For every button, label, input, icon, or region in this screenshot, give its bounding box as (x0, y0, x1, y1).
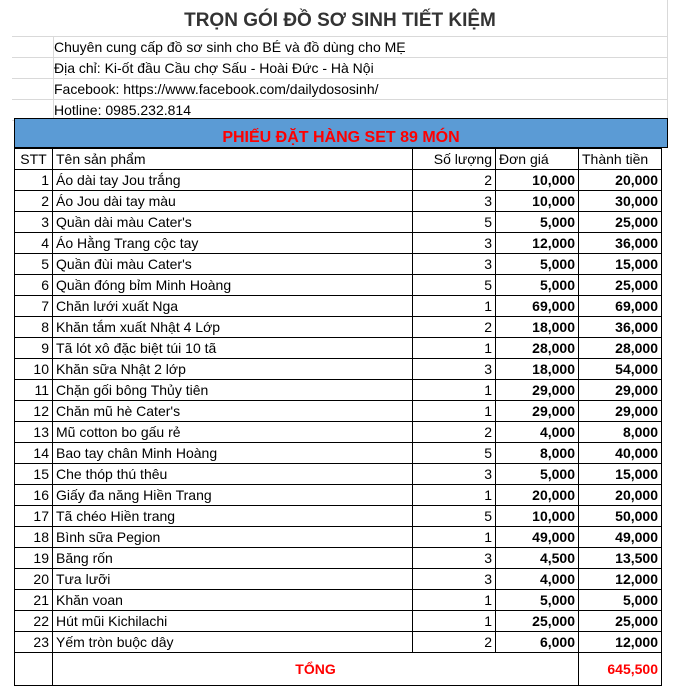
product-name: Giấy đa năng Hiền Trang (53, 485, 413, 506)
line-total: 49,000 (579, 527, 662, 548)
unit-price: 4,500 (496, 548, 579, 569)
quantity: 5 (413, 443, 496, 464)
row-stt: 18 (15, 527, 53, 548)
line-total: 50,000 (579, 506, 662, 527)
row-stt: 20 (15, 569, 53, 590)
row-stt: 6 (15, 275, 53, 296)
table-row (15, 212, 662, 233)
unit-price: 29,000 (496, 401, 579, 422)
table-header-row (15, 149, 662, 170)
quantity: 1 (413, 401, 496, 422)
row-stt: 8 (15, 317, 53, 338)
unit-price: 10,000 (496, 170, 579, 191)
shop-address (12, 58, 668, 79)
line-total: 15,000 (579, 464, 662, 485)
line-total: 25,000 (579, 212, 662, 233)
product-name: Chặn gối bông Thủy tiên (53, 380, 413, 401)
table-row (15, 401, 662, 422)
line-total: 12,000 (579, 569, 662, 590)
table-row (15, 170, 662, 191)
table-row (15, 506, 662, 527)
line-total: 30,000 (579, 191, 662, 212)
table-row (15, 527, 662, 548)
quantity: 1 (413, 527, 496, 548)
line-total: 25,000 (579, 611, 662, 632)
row-stt: 14 (15, 443, 53, 464)
total-row-blank (15, 653, 53, 686)
product-name: Quần đùi màu Cater's (53, 254, 413, 275)
unit-price: 5,000 (496, 464, 579, 485)
quantity: 1 (413, 485, 496, 506)
table-row (15, 191, 662, 212)
quantity: 3 (413, 254, 496, 275)
line-total: 15,000 (579, 254, 662, 275)
quantity: 2 (413, 317, 496, 338)
col-header-quantity: Số lượng (413, 149, 496, 170)
quantity: 1 (413, 338, 496, 359)
table-row (15, 464, 662, 485)
quantity: 3 (413, 359, 496, 380)
quantity: 2 (413, 422, 496, 443)
shop-info-block (12, 0, 668, 121)
unit-price: 18,000 (496, 359, 579, 380)
row-stt: 10 (15, 359, 53, 380)
page-title: TRỌN GÓI ĐỒ SƠ SINH TIẾT KIỆM (12, 0, 668, 37)
quantity: 3 (413, 464, 496, 485)
product-name: Tã chéo Hiền trang (53, 506, 413, 527)
table-row (15, 422, 662, 443)
row-stt: 19 (15, 548, 53, 569)
line-total: 25,000 (579, 275, 662, 296)
row-stt: 17 (15, 506, 53, 527)
table-row (15, 443, 662, 464)
unit-price: 12,000 (496, 233, 579, 254)
quantity: 2 (413, 170, 496, 191)
product-name: Tã lót xô đặc biệt túi 10 tã (53, 338, 413, 359)
product-name: Áo dài tay Jou trắng (53, 170, 413, 191)
product-name: Quần dài màu Cater's (53, 212, 413, 233)
row-stt: 22 (15, 611, 53, 632)
line-total: 36,000 (579, 317, 662, 338)
row-stt: 5 (15, 254, 53, 275)
product-name: Khăn voan (53, 590, 413, 611)
unit-price: 49,000 (496, 527, 579, 548)
shop-description (12, 37, 668, 58)
quantity: 3 (413, 191, 496, 212)
unit-price: 4,000 (496, 422, 579, 443)
product-name: Băng rốn (53, 548, 413, 569)
row-stt: 4 (15, 233, 53, 254)
quantity: 5 (413, 212, 496, 233)
quantity: 5 (413, 275, 496, 296)
table-row (15, 548, 662, 569)
table-row (15, 275, 662, 296)
unit-price: 5,000 (496, 254, 579, 275)
quantity: 1 (413, 296, 496, 317)
row-stt: 1 (15, 170, 53, 191)
product-name: Yếm tròn buộc dây (53, 632, 413, 653)
table-row (15, 485, 662, 506)
table-row (15, 380, 662, 401)
quantity: 1 (413, 590, 496, 611)
row-stt: 2 (15, 191, 53, 212)
shop-facebook (12, 79, 668, 100)
line-total: 29,000 (579, 401, 662, 422)
row-stt: 21 (15, 590, 53, 611)
unit-price: 8,000 (496, 443, 579, 464)
table-row (15, 317, 662, 338)
shop-description-text: Chuyên cung cấp đồ sơ sinh cho BÉ và đồ dùng cho MẸ (54, 39, 406, 55)
quantity: 1 (413, 611, 496, 632)
line-total: 28,000 (579, 338, 662, 359)
product-name: Khăn tắm xuất Nhật 4 Lớp (53, 317, 413, 338)
shop-address-text: Địa chỉ: Ki-ốt đầu Cầu chợ Sấu - Hoài Đức - Hà Nội (54, 60, 374, 76)
product-name: Áo Hằng Trang cộc tay (53, 233, 413, 254)
row-stt: 7 (15, 296, 53, 317)
unit-price: 6,000 (496, 632, 579, 653)
quantity: 3 (413, 233, 496, 254)
quantity: 3 (413, 548, 496, 569)
product-name: Hút mũi Kichilachi (53, 611, 413, 632)
order-rows (15, 170, 662, 653)
product-name: Bình sữa Pegion (53, 527, 413, 548)
line-total: 20,000 (579, 485, 662, 506)
unit-price: 29,000 (496, 380, 579, 401)
line-total: 12,000 (579, 632, 662, 653)
col-header-product: Tên sản phẩm (53, 149, 413, 170)
table-row (15, 569, 662, 590)
table-row (15, 611, 662, 632)
line-total: 40,000 (579, 443, 662, 464)
unit-price: 18,000 (496, 317, 579, 338)
line-total: 8,000 (579, 422, 662, 443)
product-name: Mũ cotton bo gấu rẻ (53, 422, 413, 443)
row-stt: 23 (15, 632, 53, 653)
line-total: 29,000 (579, 380, 662, 401)
table-row (15, 338, 662, 359)
table-row (15, 359, 662, 380)
row-stt: 11 (15, 380, 53, 401)
unit-price: 5,000 (496, 212, 579, 233)
product-name: Áo Jou dài tay màu (53, 191, 413, 212)
table-row (15, 254, 662, 275)
product-name: Quần đóng bỉm Minh Hoàng (53, 275, 413, 296)
unit-price: 69,000 (496, 296, 579, 317)
order-table (14, 148, 662, 686)
unit-price: 25,000 (496, 611, 579, 632)
quantity: 3 (413, 569, 496, 590)
total-row (15, 653, 662, 686)
line-total: 54,000 (579, 359, 662, 380)
quantity: 2 (413, 632, 496, 653)
line-total: 13,500 (579, 548, 662, 569)
order-banner (14, 118, 668, 148)
col-header-line-total: Thành tiền (579, 149, 662, 170)
unit-price: 28,000 (496, 338, 579, 359)
row-stt: 13 (15, 422, 53, 443)
product-name: Bao tay chân Minh Hoàng (53, 443, 413, 464)
quantity: 5 (413, 506, 496, 527)
shop-facebook-text: Facebook: https://www.facebook.com/dailydososinh/ (54, 81, 379, 97)
table-row (15, 632, 662, 653)
table-row (15, 233, 662, 254)
unit-price: 5,000 (496, 275, 579, 296)
unit-price: 4,000 (496, 569, 579, 590)
unit-price: 5,000 (496, 590, 579, 611)
col-header-unit-price: Đơn giá (496, 149, 579, 170)
product-name: Chăn mũ hè Cater's (53, 401, 413, 422)
product-name: Tưa lưỡi (53, 569, 413, 590)
col-header-stt: STT (15, 149, 53, 170)
line-total: 69,000 (579, 296, 662, 317)
product-name: Khăn sữa Nhật 2 lớp (53, 359, 413, 380)
row-stt: 15 (15, 464, 53, 485)
product-name: Chăn lưới xuất Nga (53, 296, 413, 317)
product-name: Che thóp thú thêu (53, 464, 413, 485)
line-total: 5,000 (579, 590, 662, 611)
row-stt: 3 (15, 212, 53, 233)
row-stt: 12 (15, 401, 53, 422)
quantity: 1 (413, 380, 496, 401)
unit-price: 10,000 (496, 191, 579, 212)
shop-hotline-text: Hotline: 0985.232.814 (54, 102, 191, 118)
line-total: 36,000 (579, 233, 662, 254)
table-row (15, 590, 662, 611)
table-row (15, 296, 662, 317)
row-stt: 9 (15, 338, 53, 359)
row-stt: 16 (15, 485, 53, 506)
line-total: 20,000 (579, 170, 662, 191)
order-banner-title: PHIẾU ĐẶT HÀNG SET 89 MÓN (222, 129, 460, 146)
unit-price: 20,000 (496, 485, 579, 506)
total-label: TỔNG (53, 653, 579, 686)
grid-border-right (667, 0, 668, 118)
total-value: 645,500 (579, 653, 662, 686)
unit-price: 10,000 (496, 506, 579, 527)
